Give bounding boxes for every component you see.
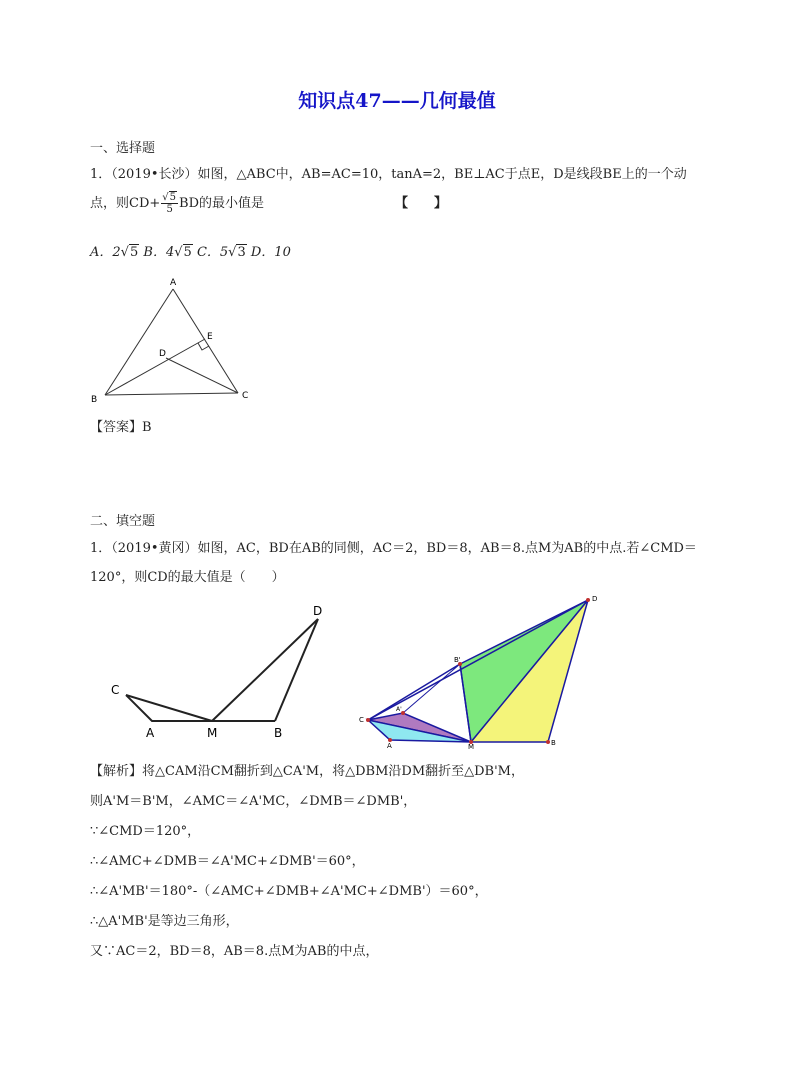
- figure3-label-c: C: [359, 716, 364, 724]
- figure-triangle-abc: [88, 272, 268, 408]
- option-d-label: D．10: [250, 245, 291, 260]
- question-2-line-1: 1．（2019•黄冈）如图，AC，BD在AB的同侧，AC＝2，BD＝8，AB＝8.点M为AB的中点.若∠CMD＝: [90, 541, 697, 556]
- figure-cmd: [100, 595, 340, 745]
- figure2-label-a: A: [146, 726, 155, 740]
- option-c-label: C．5: [196, 245, 229, 260]
- figure3-label-d: D: [592, 595, 598, 603]
- figure3-label-b-prime: B': [454, 656, 461, 664]
- option-a-label: A．2: [90, 245, 121, 260]
- figure3-label-a: A: [387, 742, 392, 750]
- section-heading-choice: 一、选择题: [90, 141, 156, 156]
- figure1-label-e: E: [207, 332, 213, 342]
- answer-line: 【答案】B: [90, 420, 152, 435]
- figure2-label-m: M: [207, 726, 218, 740]
- question-2-line-2: 120°，则CD的最大值是（ ）: [90, 570, 285, 585]
- answer-bracket: 【 】: [395, 196, 448, 211]
- figure1-label-a: A: [170, 278, 177, 288]
- question-1-line-2-pre: 点，则CD+: [90, 196, 161, 211]
- figure2-label-d: D: [313, 604, 323, 618]
- section-heading-fill-blank: 二、填空题: [90, 514, 156, 529]
- options-line: A．2√5 B．4√5 C．5√3 D．10: [90, 245, 291, 260]
- option-b-radicand: 5: [183, 245, 192, 260]
- option-c-radicand: 3: [237, 245, 246, 260]
- question-1-line-2: [90, 192, 264, 215]
- fraction-denominator: 5: [166, 204, 173, 215]
- figure3-label-b: B: [551, 739, 556, 747]
- solution-line-5: ∴∠A'MB'＝180°-（∠AMC+∠DMB+∠A'MC+∠DMB'）＝60°，: [90, 884, 488, 899]
- figure2-label-b: B: [274, 726, 283, 740]
- figure1-label-d: D: [159, 349, 166, 359]
- solution-line-6: ∴△A'MB'是等边三角形，: [90, 914, 239, 929]
- solution-line-2: 则A'M＝B'M，∠AMC＝∠A'MC，∠DMB＝∠DMB'，: [90, 794, 417, 809]
- solution-line-1: 【解析】将△CAM沿CM翻折到△CA'M，将△DBM沿DM翻折至△DB'M，: [90, 764, 524, 779]
- solution-line-4: ∴∠AMC+∠DMB＝∠A'MC+∠DMB'＝60°，: [90, 854, 365, 869]
- question-1-line-1: 1．（2019•长沙）如图，△ABC中，AB=AC=10，tanA=2，BE⊥AC于点E，D是线段BE上的一个动: [90, 167, 687, 182]
- figure1-label-b: B: [91, 395, 98, 405]
- fraction-sqrt5-over-5: $\frac{√5}{5}$: [162, 192, 177, 215]
- option-a-radicand: 5: [129, 245, 139, 260]
- question-1-line-2-post: BD的最小值是: [179, 196, 264, 211]
- figure1-label-c: C: [242, 391, 249, 401]
- figure2-label-c: C: [111, 683, 120, 697]
- figure3-label-m: M: [468, 743, 475, 750]
- solution-line-7: 又∵AC＝2，BD＝8，AB＝8.点M为AB的中点，: [90, 944, 379, 959]
- solution-line-3: ∵∠CMD＝120°，: [90, 824, 201, 839]
- figure-folding-colored: [356, 592, 606, 750]
- page-title: 知识点47——几何最值: [298, 90, 496, 112]
- fraction-numerator: 5: [169, 192, 177, 203]
- figure3-label-a-prime: A': [396, 706, 402, 713]
- option-b-label: B．4: [143, 245, 175, 260]
